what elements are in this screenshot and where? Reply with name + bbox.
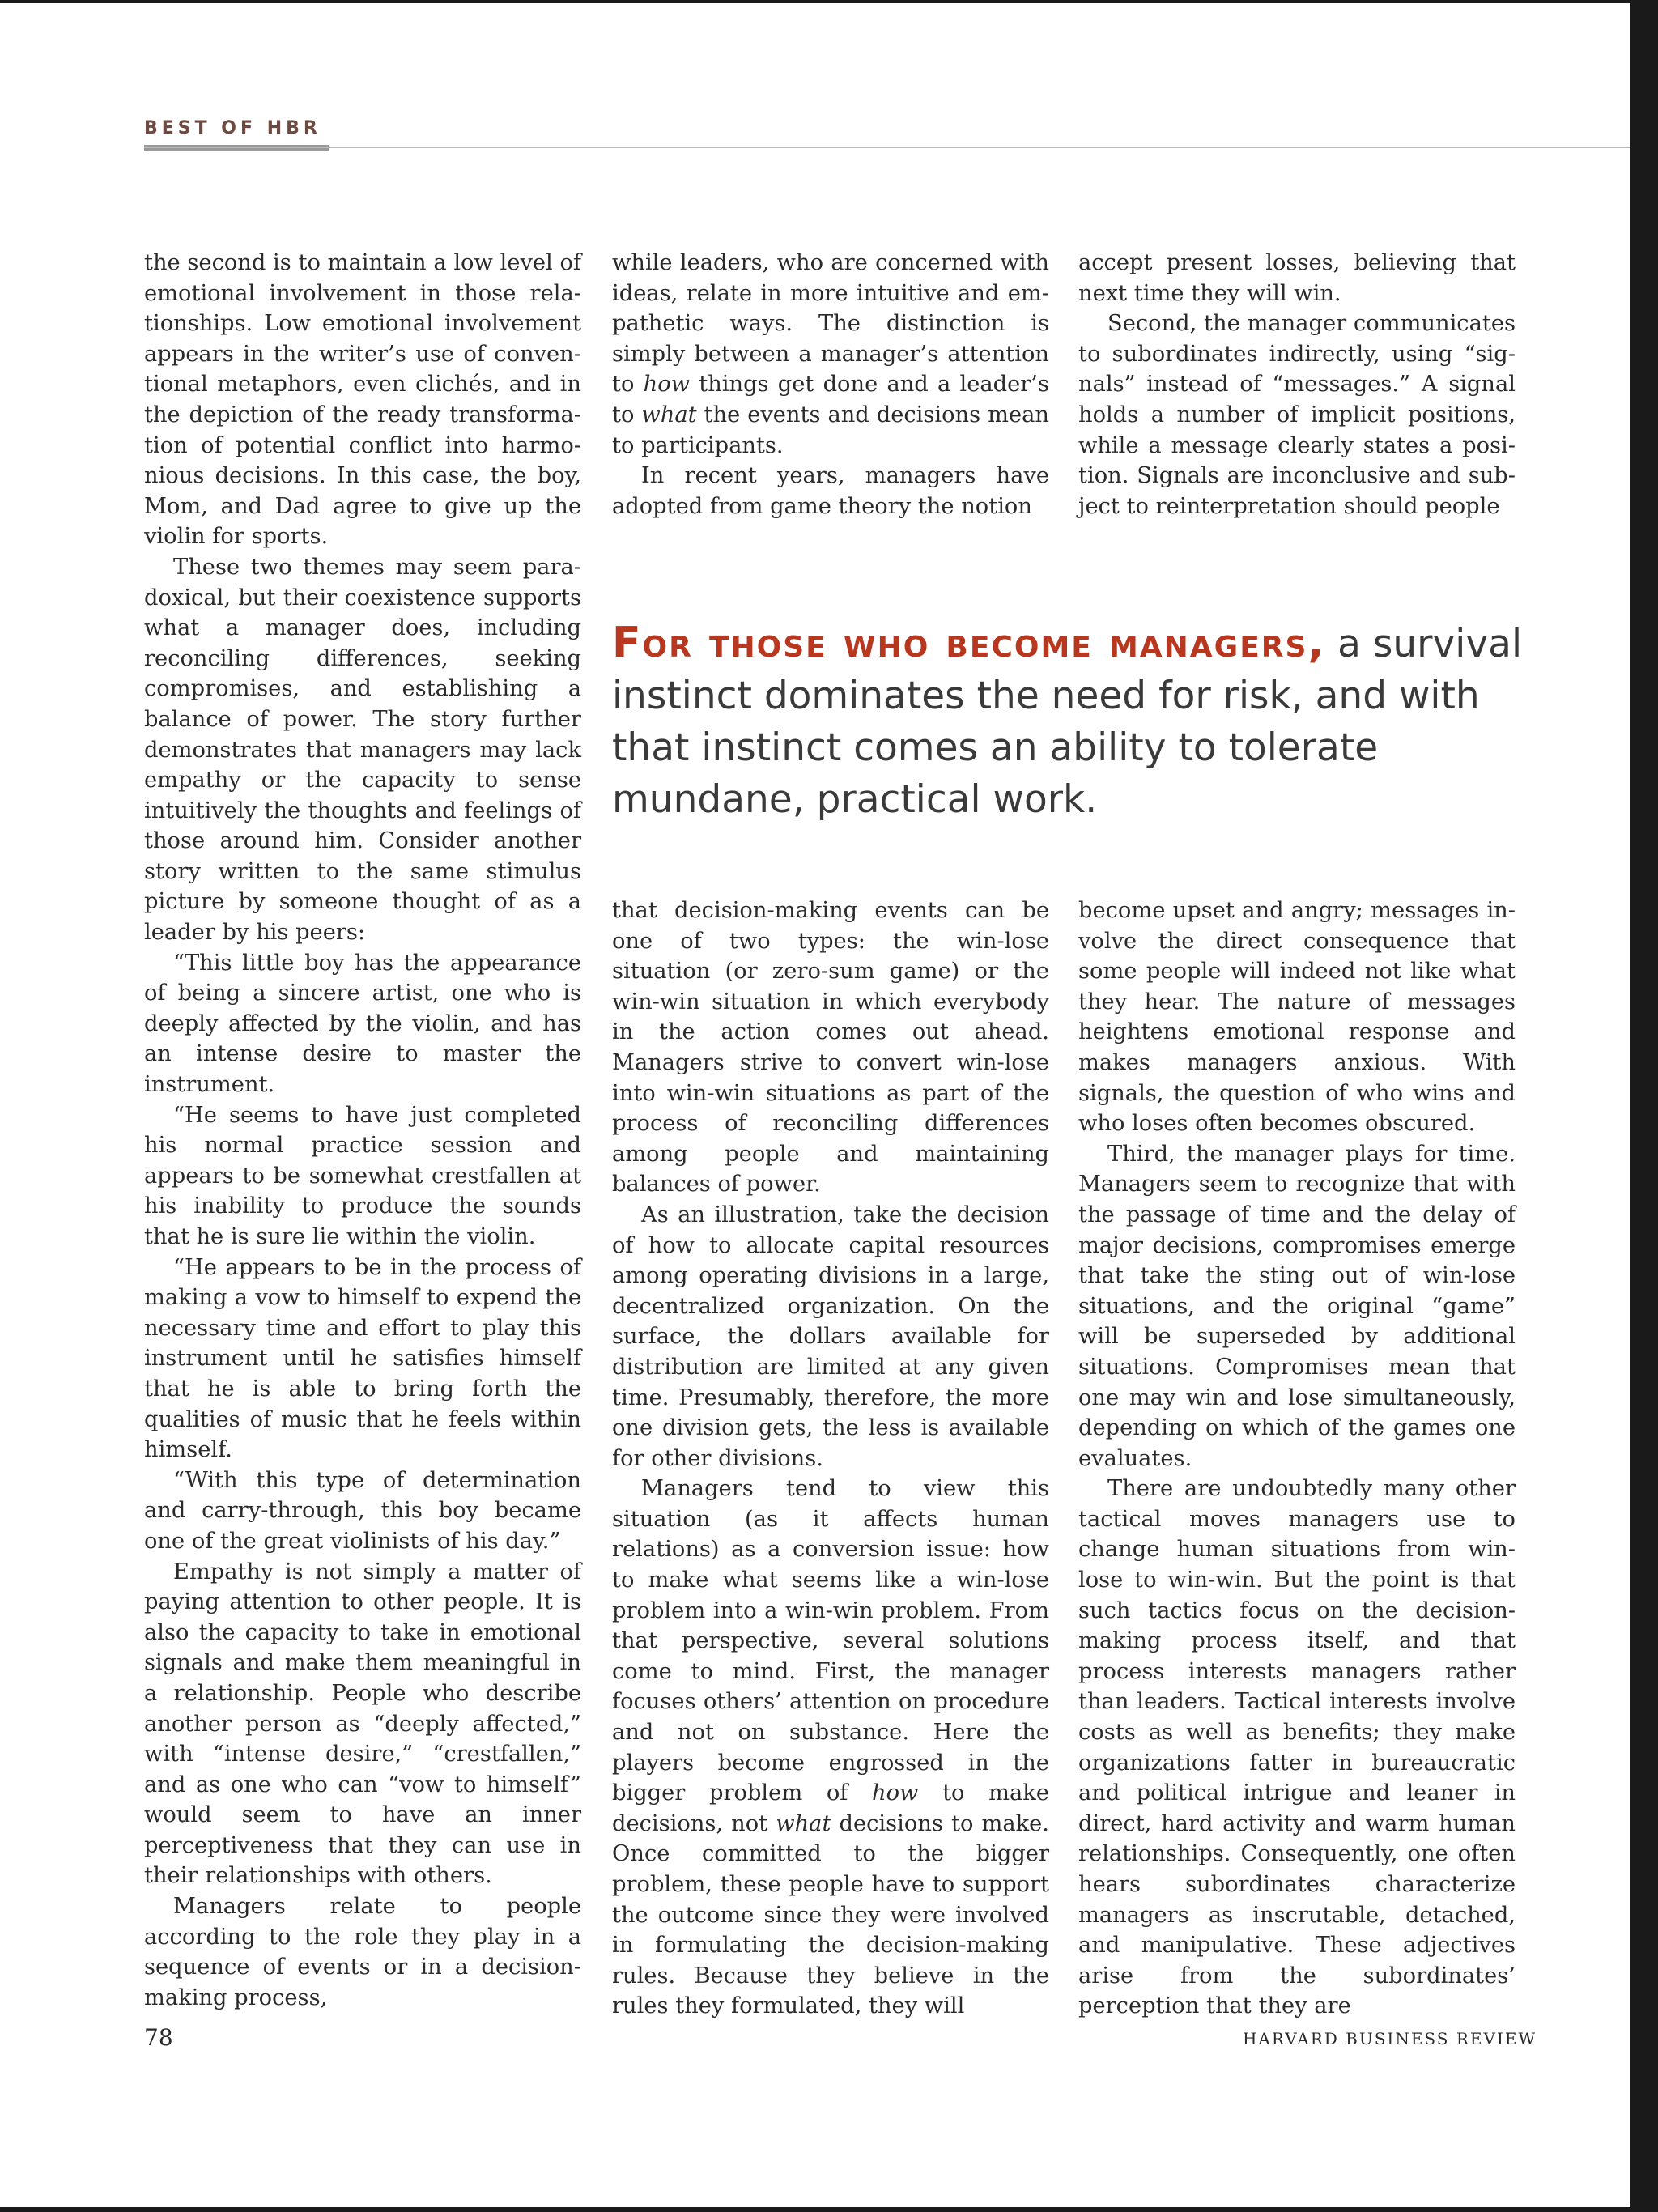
section-label: BEST OF HBR [144, 118, 321, 138]
column-3-bottom [1078, 895, 1516, 2022]
text-run: decisions to make. Once committed to the bigger problem, these people have to support the outcome since they were involved in formulating the decision-making rules. Because they believe in the rules they formulated, they will [612, 1810, 1049, 2019]
paragraph [612, 1474, 1049, 2022]
scan-border-top [0, 0, 1658, 3]
column-1 [144, 248, 581, 2013]
paragraph: As an illustration, take the decision of how to allocate capital resources among operating divisions in a large, decentralized organization. On the surface, the dollars available for distribution are limited at any given time. Presumably, therefore, the more one division gets, the less is available for other divisions. [612, 1202, 1049, 1471]
text-run: the events and decisions mean to participants. [612, 402, 1049, 458]
paragraph: Second, the manager communicates to subordinates indirectly, using “signals” instead of “messages.” A signal holds a number of implicit positions, while a message clearly states a position. Signals are inconclusive and subject to reinterpretation should people [1078, 311, 1516, 519]
text-run: Managers tend to view this situation (as it affects human relations) as a conversion issue: how to make what seems like a win-lose problem into a win-win problem. From that perspective, several solutions come to mind. First, the manager focuses others’ attention on procedure and not on substance. Here the players become engrossed in the bigger problem of [612, 1476, 1049, 1806]
paragraph: accept present losses, believing that next time they will win. [1078, 250, 1516, 306]
text-run: things get done and a leader’s to [612, 372, 1049, 428]
emphasis: how [872, 1780, 919, 1806]
scan-border-bottom [0, 2207, 1658, 2212]
page-number: 78 [144, 2024, 173, 2051]
paragraph: Third, the manager plays for time. Managers seem to recognize that with the passage of time and the delay of major decisions, compromises emerge that take the sting out of win-lose situations, and the original “game” will be superseded by additional situations. Compromises mean that one may win and lose simultaneously, depending on which of the games one evaluates. [1078, 1141, 1516, 1471]
paragraph: “With this type of determination and carry-through, this boy became one of the great violinists of his day.” [144, 1467, 581, 1554]
paragraph: Empathy is not simply a matter of paying attention to other people. It is also the capacity to take in emotional signals and make them meaningful in a relationship. People who describe another person as “deeply affected,” with “intense desire,” “crestfallen,” and as one who can “vow to himself” would seem to have an inner perceptiveness that they can use in their relationships with others. [144, 1559, 581, 1889]
paragraph [612, 248, 1049, 461]
pull-quote-text: a survival instinct dominates the need for risk, and with that instinct comes an ability to tolerate mundane, practical work. [612, 622, 1523, 822]
emphasis: how [643, 372, 691, 398]
pull-quote [612, 617, 1551, 826]
scan-border-right [1630, 0, 1658, 2212]
header-rule [144, 147, 1630, 148]
text-run: while leaders, who are concerned with ideas, relate in more intuitive and empathetic ways. The distinction is simply between a manager’s attention to [612, 250, 1049, 398]
pull-quote-lead: For those who become managers, [612, 619, 1326, 667]
paragraph: Managers relate to people according to the role they play in a sequence of events or in a decision-making process, [144, 1894, 581, 2010]
text-run: to make decisions, not [612, 1780, 1049, 1836]
paragraph: “He seems to have just completed his normal practice session and appears to be somewhat crestfallen at his inability to produce the sounds that he is sure lie within the violin. [144, 1102, 581, 1249]
column-2-bottom [612, 895, 1049, 2022]
paragraph: become upset and angry; messages involve the direct consequence that some people will indeed not like what they hear. The nature of messages heightens emotional response and makes managers anxious. With signals, the question of who wins and who loses often becomes obscured. [1078, 898, 1516, 1137]
paragraph: that decision-making events can be one of two types: the win-lose situation (or zero-sum game) or the win-win situation in which everybody in the action comes out ahead. Managers strive to convert win-lose into win-win situations as part of the process of reconciling differences among people and maintaining balances of power. [612, 898, 1049, 1197]
paragraph: “He appears to be in the process of making a vow to himself to expend the necessary time and effort to play this instrument until he satisfies himself that he is able to bring forth the qualities of music that he feels within himself. [144, 1254, 581, 1463]
journal-name: HARVARD BUSINESS REVIEW [1242, 2029, 1537, 2048]
column-2-top [612, 248, 1049, 521]
paragraph: There are undoubtedly many other tactical moves managers use to change human situations from win-lose to win-win. But the point is that such tactics focus on the decision-making process itself, and that process interests managers rather than leaders. Tactical interests involve costs as well as benefits; they make organizations fatter in bureaucratic and political intrigue and leaner in direct, hard activity and warm human relationships. Consequently, one often hears subordinates characterize managers as inscrutable, detached, and manipulative. These adjectives arise from the subordinates’ perception that they are [1078, 1476, 1516, 2019]
column-3-top [1078, 248, 1516, 521]
emphasis: what [776, 1810, 831, 1836]
emphasis: what [641, 402, 697, 428]
paragraph: the second is to maintain a low level of emotional involvement in those relationships. Low emotional involvement appears in the writer’s use of conventional metaphors, even clichés, and in the depiction of the ready transformation of potential conflict into harmonious decisions. In this case, the boy, Mom, and Dad agree to give up the violin for sports. [144, 250, 581, 550]
paragraph: In recent years, managers have adopted from game theory the notion [612, 463, 1049, 519]
paragraph: These two themes may seem paradoxical, but their coexistence supports what a manager does, including reconciling differences, seeking compromises, and establishing a balance of power. The story further demonstrates that managers may lack empathy or the capacity to sense intuitively the thoughts and feelings of those around him. Consider another story written to the same stimulus picture by someone thought of as a leader by his peers: [144, 554, 581, 946]
paragraph: “This little boy has the appearance of being a sincere artist, one who is deeply affected by the violin, and has an intense desire to master the instrument. [144, 950, 581, 1098]
